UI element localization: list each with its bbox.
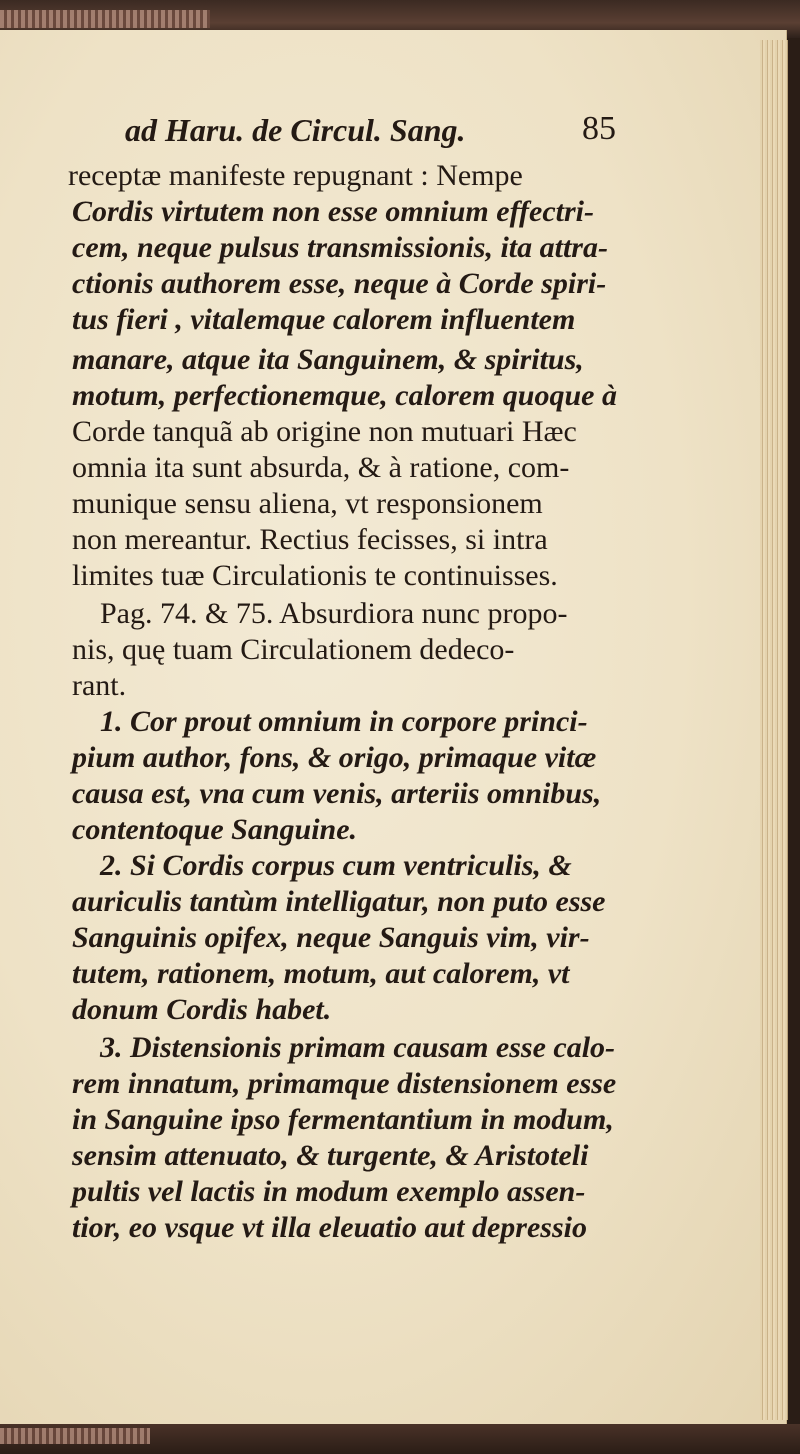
- text-line: sensim attenuato, & turgente, & Aristoteli: [72, 1139, 589, 1172]
- text-line: pultis vel lactis in modum exemplo assen-: [72, 1175, 586, 1208]
- text-line: Cordis virtutem non esse omnium effectri-: [72, 195, 594, 228]
- page-number: 85: [582, 110, 616, 147]
- text-line: auriculis tantùm intelligatur, non puto esse: [72, 885, 606, 918]
- text-line: motum, perfectionemque, calorem quoque à: [72, 379, 617, 412]
- text-line: donum Cordis habet.: [72, 993, 332, 1026]
- text-line: tus fieri , vitalemque calorem influentem: [72, 303, 576, 336]
- text-line: contentoque Sanguine.: [72, 813, 358, 846]
- text-line: nis, quę tuam Circulationem dedeco-: [72, 633, 515, 666]
- text-line: ctionis authorem esse, neque à Corde spiri-: [72, 267, 607, 300]
- text-line: causa est, vna cum venis, arteriis omnibus,: [72, 777, 602, 810]
- text-line: rant.: [72, 669, 127, 702]
- text-line: munique sensu aliena, vt responsionem: [72, 487, 543, 520]
- text-line: 2. Si Cordis corpus cum ventriculis, &: [100, 849, 572, 882]
- text-line: cem, neque pulsus transmissionis, ita attra-: [72, 231, 608, 264]
- text-line: 3. Distensionis primam causam esse calo-: [100, 1031, 616, 1064]
- text-line: 1. Cor prout omnium in corpore princi-: [100, 705, 588, 738]
- text-line: receptæ manifeste repugnant : Nempe: [68, 159, 523, 192]
- text-line: manare, atque ita Sanguinem, & spiritus,: [72, 343, 584, 376]
- text-line: in Sanguine ipso fermentantium in modum,: [72, 1103, 614, 1136]
- text-line: Corde tanquã ab origine non mutuari Hæc: [72, 415, 577, 448]
- text-line: tutem, rationem, motum, aut calorem, vt: [72, 957, 570, 990]
- text-line: Sanguinis opifex, neque Sanguis vim, vir-: [72, 921, 590, 954]
- text-line: limites tuæ Circulationis te continuisses.: [72, 559, 558, 592]
- running-title: ad Haru. de Circul. Sang.: [125, 112, 466, 148]
- text-line: omnia ita sunt absurda, & à ratione, com-: [72, 451, 570, 484]
- text-line: Pag. 74. & 75. Absurdiora nunc propo-: [100, 597, 568, 630]
- text-line: tior, eo vsque vt illa eleuatio aut depressio: [72, 1211, 587, 1244]
- text-line: pium author, fons, & origo, primaque vitæ: [72, 741, 597, 774]
- text-line: non mereantur. Rectius fecisses, si intra: [72, 523, 548, 556]
- text-line: rem innatum, primamque distensionem esse: [72, 1067, 617, 1100]
